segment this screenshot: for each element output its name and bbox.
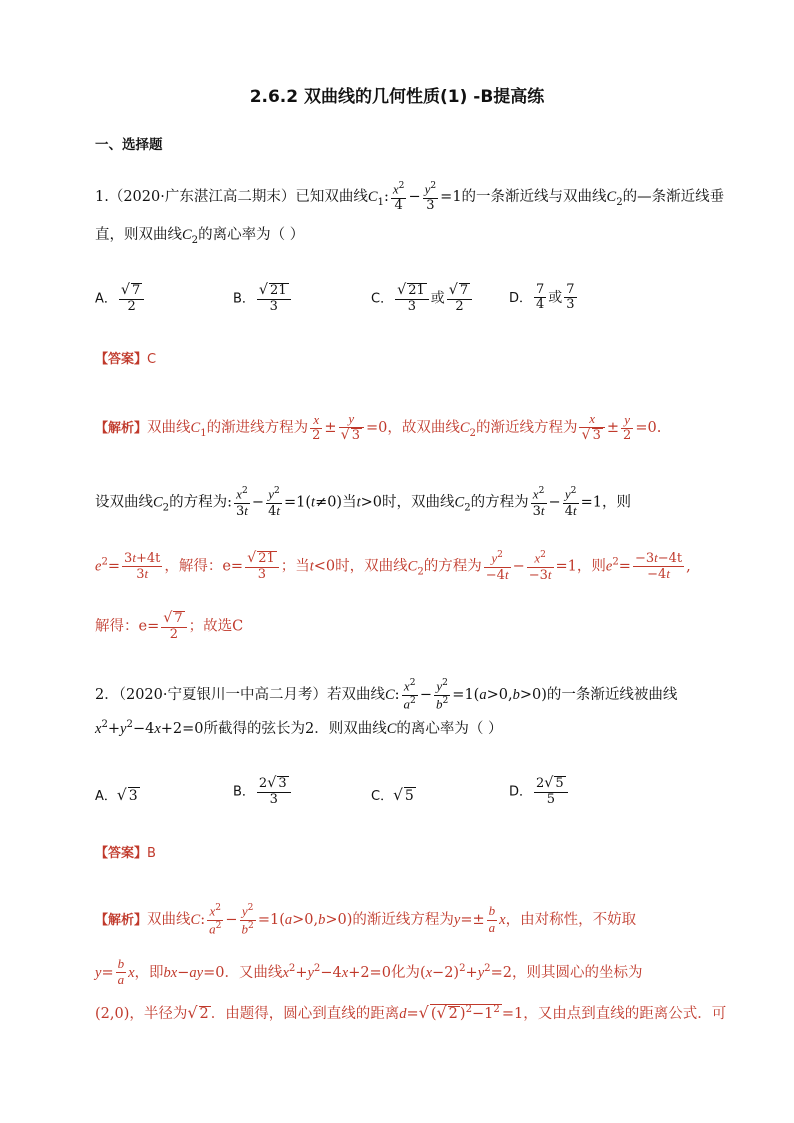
q1-analysis-line2: 设双曲线$C_2$的方程为: $\frac{x^2}{3t}$ − $\frac{y^2}{4t}$ =1(t≠0)当t>0时，双曲线$C_2$的方程为 $\frac{x^2}{3t}$ − $\frac{y^2}{4t}$ =1，则	[95, 486, 631, 519]
q2-a6: 化为	[390, 964, 420, 981]
q2-answer-label: 【答案】	[95, 846, 148, 861]
q1-option-a: A． $\frac{√ 7}{2}$	[95, 283, 146, 314]
q1-analysis-line3: $e^2=$ $\frac{3t+4t}{3t}$ ，解得：e= $\frac{√ 21}{3}$ ；当t<0时，双曲线$C_2$的方程为 $\frac{y^2}{-4t}$ − $\frac{x^2}{-3t}$ =1，则$e^2=$ $\frac{-3t-4t}{-4t}$ ,	[95, 549, 691, 583]
q1-answer-value: C	[147, 352, 157, 367]
q1-option-d-label: D．	[509, 290, 533, 306]
q2-a3: ，由对称性，不妨取	[505, 912, 637, 929]
q1-a17: ；故选C	[188, 618, 244, 635]
q1-a14: 的方程为	[423, 558, 482, 575]
q2-option-c-label: C．	[371, 789, 394, 804]
q1-option-c-label: C．	[371, 291, 394, 307]
q1-answer-label: 【答案】	[95, 352, 148, 367]
q2-option-a-label: A．	[95, 789, 117, 804]
q2-option-d: D． $\frac{2√ 5}{5}$	[509, 776, 570, 807]
q2-a10: ，又由点到直线的距离公式．可	[523, 1006, 727, 1022]
q2-answer-value: B	[147, 846, 156, 861]
q2-option-b-label: B．	[233, 784, 255, 800]
section-heading: 一、选择题	[95, 137, 163, 153]
q2-stem-line2-text: 所截得的弦长为2．则双曲线	[203, 720, 387, 737]
q1-a16: 解得：	[95, 618, 139, 635]
q2-a1: 双曲线	[147, 912, 191, 929]
q1-a9: 的方程为	[470, 494, 529, 511]
q1-stem-line2: 直，则双曲线$C_2$的离心率为（ ）	[95, 227, 305, 246]
q1-stem-mid: 的一条渐近线与双曲线	[461, 188, 607, 205]
q2-analysis-line3: (2,0)，半径为√ 2 ．由题得，圆心到直线的距离d=√ (√ 2 )$^2-1^2 =1$，又由点到直线的距离公式．可	[95, 1003, 727, 1022]
q2-analysis-line2: y= $\frac{b}{a}$ x，即bx−ay=0．又曲线$x^2+y^2-4x+2=0$化为$(x-2)^2+y^2=2$，则其圆心的坐标为	[95, 956, 643, 988]
q2-stem-line2: $x^2+y^2-4x+2=0$所截得的弦长为2．则双曲线C的离心率为（ ）	[95, 719, 503, 737]
q1-stem-line2a: 直，则双曲线	[95, 227, 182, 243]
q1-stem-line2b: 的离心率为（ ）	[198, 227, 305, 243]
q1-option-c: C． $\frac{√ 21}{3}$ 或 $\frac{√ 7}{2}$	[371, 283, 474, 314]
page-title: 2.6.2 双曲线的几何性质(1) -B提高练	[249, 87, 545, 107]
q1-a1: 双曲线	[147, 420, 191, 437]
q2-a4: ，即	[134, 964, 164, 981]
q1-answer	[95, 352, 156, 367]
q2-option-d-label: D．	[509, 784, 533, 800]
q1-analysis-label: 【解析】	[95, 421, 148, 437]
q1-a5: 设双曲线	[95, 494, 153, 511]
q1-analysis-line1: 【解析】双曲线$C_1$的渐进线方程为 $\frac{x}{2}$ ± $\frac{y}{√ 3}$ =0，故双曲线$C_2$的渐近线方程为 $\frac{x}{√ 3}$ ± $\frac{y}{2}$ =0.	[95, 411, 662, 444]
q1-a15: ，则	[576, 558, 606, 575]
q1-option-c-or: 或	[430, 290, 445, 307]
q1-option-b: B． $\frac{√ 21}{3}$	[233, 283, 293, 314]
q1-a3: ，故双曲线	[387, 420, 460, 437]
q2-a2: 的渐近线方程为	[352, 912, 454, 929]
q1-a13: 时，双曲线	[335, 558, 408, 575]
q2-a7: ，则其圆心的坐标为	[511, 964, 643, 981]
q2-stem-end: 的一条渐近线被曲线	[546, 687, 678, 704]
q1-analysis-line4: 解得：e= $\frac{√ 7}{2}$ ；故选C	[95, 610, 244, 642]
q1-stem-line1: 1.（2020·广东湛江高二期末）已知双曲线$C_1$: $\frac{x^2}{4}$ − $\frac{y^2}{3}$ =1的一条渐近线与双曲线$C_2$的—条渐近线垂	[95, 181, 725, 213]
q2-option-c: C．√ 5	[371, 786, 414, 804]
q2-answer	[95, 846, 156, 861]
q1-stem-end: 的—条渐近线垂	[622, 188, 725, 205]
q1-a12: ；当	[280, 558, 310, 575]
q1-a8: 时，双曲线	[382, 494, 455, 511]
q1-option-d: D． $\frac{7}{4}$ 或 $\frac{7}{3}$	[509, 282, 575, 313]
q2-a5: ．又曲线	[224, 964, 283, 981]
q2-option-a: A．√ 3	[95, 786, 138, 804]
q1-option-d-or: 或	[548, 289, 563, 306]
q1-a11: ，解得：	[164, 558, 223, 575]
q2-analysis-label: 【解析】	[95, 913, 148, 929]
q2-a8: ，半径为	[129, 1006, 188, 1022]
q1-a7: 当	[342, 494, 357, 511]
q2-stem-line2b: 的离心率为（ ）	[396, 720, 503, 737]
q1-a10: ，则	[601, 494, 631, 511]
q2-a9: ．由题得，圆心到直线的距离	[210, 1006, 400, 1022]
q1-stem-prefix: 1.（2020·广东湛江高二期末）已知双曲线	[95, 188, 368, 205]
q2-option-b: B． $\frac{2√ 3}{3}$	[233, 776, 293, 807]
q1-a2: 的渐进线方程为	[206, 420, 309, 437]
q1-a6: 的方程为:	[169, 494, 233, 511]
q2-analysis-line1: 【解析】双曲线C: $\frac{x^2}{a^2}$ − $\frac{y^2}{b^2}$ =1(a>0,b>0)的渐近线方程为y=± $\frac{b}{a}$ x，由对称性，不妨取	[95, 903, 637, 936]
q1-a4: 的渐近线方程为	[475, 420, 578, 437]
q2-stem-line1: 2．（2020·宁夏银川一中高二月考）若双曲线C: $\frac{x^2}{a^2}$ − $\frac{y^2}{b^2}$ =1(a>0,b>0)的一条渐近线被曲线	[95, 678, 678, 711]
q2-stem-prefix: 2．（2020·宁夏银川一中高二月考）若双曲线	[95, 687, 385, 704]
q1-option-b-label: B．	[233, 291, 255, 307]
q1-option-a-label: A．	[95, 291, 117, 307]
